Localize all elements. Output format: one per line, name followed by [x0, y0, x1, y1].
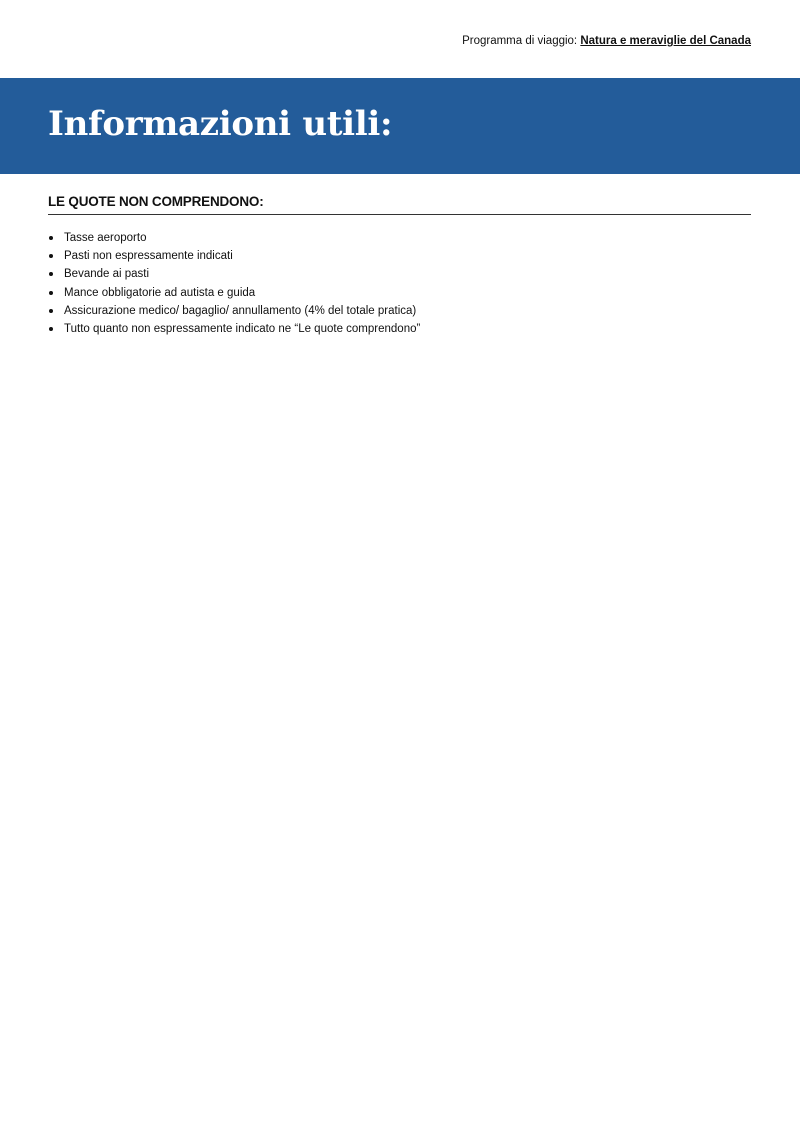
program-header: [462, 33, 751, 49]
bullet-icon: [49, 309, 53, 313]
list-item-text: Tutto quanto non espressamente indicato ne “Le quote comprendono”: [64, 323, 421, 336]
bullet-icon: [49, 254, 53, 258]
list-item: [48, 229, 420, 247]
list-item-text: Tasse aeroporto: [64, 232, 147, 244]
list-item: [48, 284, 420, 302]
list-item: [48, 320, 420, 338]
list-item-text: Bevande ai pasti: [64, 268, 150, 281]
bullet-icon: [49, 236, 53, 240]
list-item: [48, 302, 420, 320]
bullet-icon: [49, 291, 53, 295]
page-title: Informazioni utili:: [48, 104, 393, 144]
bullet-icon: [49, 327, 53, 331]
list-item-text: Mance obbligatorie ad autista e guida: [64, 286, 256, 299]
list-item-text: Assicurazione medico/ bagaglio/ annullamento (4% del totale pratica): [64, 304, 417, 317]
list-item-text: Pasti non espressamente indicati: [64, 250, 233, 263]
trip-name-link[interactable]: Natura e meraviglie del Canada: [580, 35, 751, 47]
bullet-icon: [49, 272, 53, 276]
list-item: [48, 265, 420, 283]
exclusions-list: [48, 229, 420, 338]
program-label: Programma di viaggio:: [462, 35, 578, 47]
list-item: [48, 247, 420, 265]
section-heading: LE QUOTE NON COMPRENDONO:: [48, 193, 751, 215]
